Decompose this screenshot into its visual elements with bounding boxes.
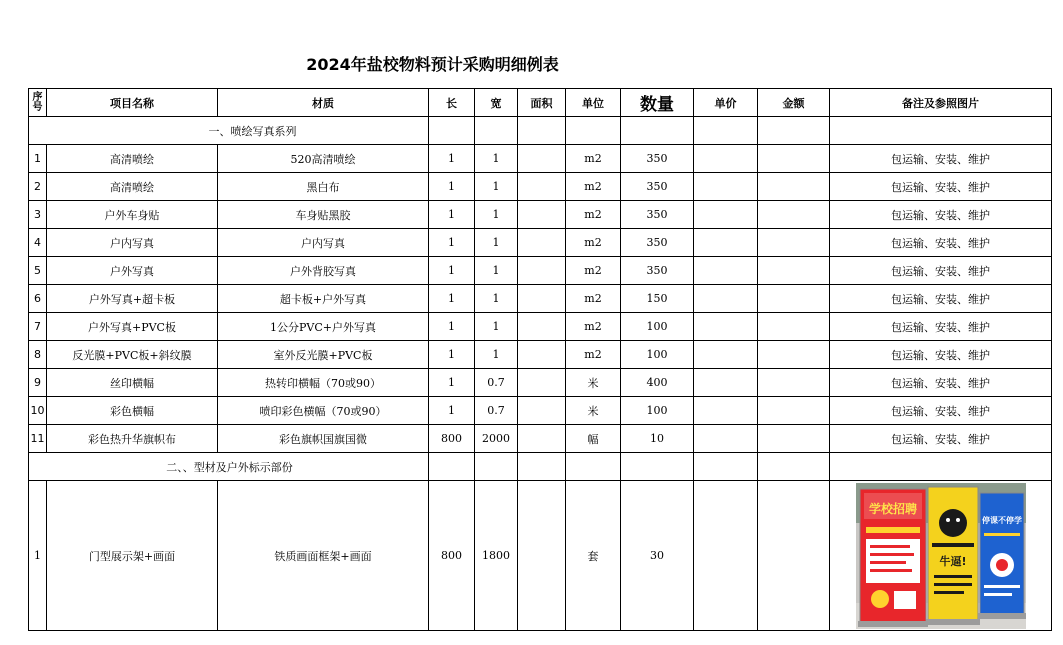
panel3-text: 停课不停学 xyxy=(981,515,1022,525)
section-row xyxy=(29,117,1052,145)
cell-amount xyxy=(758,285,830,313)
cell-width: 0.7 xyxy=(475,397,518,425)
empty-cell xyxy=(621,453,694,481)
header-note: 备注及参照图片 xyxy=(830,89,1052,117)
cell-note: 包运输、安装、维护 xyxy=(830,229,1052,257)
header-material: 材质 xyxy=(218,89,429,117)
cell-price xyxy=(694,229,758,257)
cell-area xyxy=(518,285,566,313)
cell-seq: 1 xyxy=(29,145,47,173)
cell-length: 800 xyxy=(429,481,475,631)
empty-cell xyxy=(475,117,518,145)
cell-price xyxy=(694,341,758,369)
cell-price xyxy=(694,257,758,285)
cell-name: 户外车身贴 xyxy=(47,201,218,229)
cell-price xyxy=(694,425,758,453)
header-unit: 单位 xyxy=(566,89,621,117)
cell-length: 1 xyxy=(429,341,475,369)
cell-seq: 8 xyxy=(29,341,47,369)
cell-name: 高清喷绘 xyxy=(47,173,218,201)
cell-width: 1800 xyxy=(475,481,518,631)
cell-material: 车身贴黑胶 xyxy=(218,201,429,229)
cell-seq: 1 xyxy=(29,481,47,631)
table-row xyxy=(29,201,1052,229)
cell-width: 2000 xyxy=(475,425,518,453)
cell-seq: 3 xyxy=(29,201,47,229)
cell-qty: 350 xyxy=(621,145,694,173)
header-name: 项目名称 xyxy=(47,89,218,117)
table-row xyxy=(29,341,1052,369)
cell-amount xyxy=(758,257,830,285)
cell-note: 包运输、安装、维护 xyxy=(830,257,1052,285)
table-row xyxy=(29,145,1052,173)
cell-note: 包运输、安装、维护 xyxy=(830,369,1052,397)
cell-name: 户内写真 xyxy=(47,229,218,257)
header-width: 宽 xyxy=(475,89,518,117)
cell-qty: 100 xyxy=(621,313,694,341)
cell-length: 1 xyxy=(429,257,475,285)
cell-amount xyxy=(758,425,830,453)
header-qty: 数量 xyxy=(621,89,694,117)
cell-length: 1 xyxy=(429,229,475,257)
cell-unit: m2 xyxy=(566,229,621,257)
cell-length: 1 xyxy=(429,397,475,425)
cell-area xyxy=(518,397,566,425)
cell-area xyxy=(518,313,566,341)
cell-name: 彩色横幅 xyxy=(47,397,218,425)
cell-width: 1 xyxy=(475,257,518,285)
cell-amount xyxy=(758,397,830,425)
cell-material: 热转印横幅（70或90） xyxy=(218,369,429,397)
header-amount: 金额 xyxy=(758,89,830,117)
purchase-table xyxy=(28,88,1052,631)
cell-area xyxy=(518,425,566,453)
section-1-title: 一、喷绘写真系列 xyxy=(29,117,429,145)
cell-width: 1 xyxy=(475,341,518,369)
header-price: 单价 xyxy=(694,89,758,117)
cell-qty: 400 xyxy=(621,369,694,397)
cell-note-photo xyxy=(830,481,1052,631)
panel2-text: 牛逼! xyxy=(938,554,967,568)
table-row xyxy=(29,397,1052,425)
cell-price xyxy=(694,481,758,631)
cell-name: 丝印横幅 xyxy=(47,369,218,397)
cell-length: 1 xyxy=(429,201,475,229)
cell-unit: 幅 xyxy=(566,425,621,453)
cell-price xyxy=(694,397,758,425)
cell-amount xyxy=(758,341,830,369)
cell-seq: 11 xyxy=(29,425,47,453)
table-row xyxy=(29,425,1052,453)
cell-amount xyxy=(758,145,830,173)
cell-price xyxy=(694,313,758,341)
cell-material: 黑白布 xyxy=(218,173,429,201)
cell-area xyxy=(518,341,566,369)
cell-qty: 100 xyxy=(621,341,694,369)
cell-name: 反光膜+PVC板+斜纹膜 xyxy=(47,341,218,369)
cell-unit: m2 xyxy=(566,145,621,173)
cell-name: 彩色热升华旗帜布 xyxy=(47,425,218,453)
cell-area xyxy=(518,369,566,397)
cell-name: 户外写真+PVC板 xyxy=(47,313,218,341)
cell-area xyxy=(518,145,566,173)
cell-note: 包运输、安装、维护 xyxy=(830,341,1052,369)
cell-note: 包运输、安装、维护 xyxy=(830,201,1052,229)
empty-cell xyxy=(429,453,475,481)
page-title: 2024年盐校物料预计采购明细例表 xyxy=(306,55,559,74)
table-row xyxy=(29,257,1052,285)
header-area: 面积 xyxy=(518,89,566,117)
empty-cell xyxy=(758,453,830,481)
cell-material: 喷印彩色横幅（70或90） xyxy=(218,397,429,425)
cell-area xyxy=(518,173,566,201)
empty-cell xyxy=(518,117,566,145)
cell-seq: 9 xyxy=(29,369,47,397)
cell-unit: m2 xyxy=(566,285,621,313)
cell-unit: m2 xyxy=(566,257,621,285)
cell-material: 室外反光膜+PVC板 xyxy=(218,341,429,369)
panel1-text: 学校招聘 xyxy=(868,501,917,516)
table-row xyxy=(29,481,1052,631)
cell-material: 彩色旗帜国旗国微 xyxy=(218,425,429,453)
table-row xyxy=(29,229,1052,257)
cell-length: 1 xyxy=(429,145,475,173)
cell-length: 1 xyxy=(429,173,475,201)
cell-seq: 4 xyxy=(29,229,47,257)
cell-seq: 6 xyxy=(29,285,47,313)
cell-material: 铁质画面框架+画面 xyxy=(218,481,429,631)
cell-width: 1 xyxy=(475,285,518,313)
cell-amount xyxy=(758,313,830,341)
cell-amount xyxy=(758,229,830,257)
cell-material: 1公分PVC+户外写真 xyxy=(218,313,429,341)
empty-cell xyxy=(694,117,758,145)
cell-note: 包运输、安装、维护 xyxy=(830,313,1052,341)
cell-material: 超卡板+户外写真 xyxy=(218,285,429,313)
cell-price xyxy=(694,369,758,397)
cell-width: 0.7 xyxy=(475,369,518,397)
cell-length: 800 xyxy=(429,425,475,453)
cell-material: 户外背胶写真 xyxy=(218,257,429,285)
cell-qty: 350 xyxy=(621,201,694,229)
cell-qty: 350 xyxy=(621,229,694,257)
empty-cell xyxy=(830,117,1052,145)
cell-name: 户外写真 xyxy=(47,257,218,285)
cell-note: 包运输、安装、维护 xyxy=(830,425,1052,453)
cell-name: 高清喷绘 xyxy=(47,145,218,173)
cell-width: 1 xyxy=(475,173,518,201)
empty-cell xyxy=(566,117,621,145)
cell-price xyxy=(694,201,758,229)
cell-width: 1 xyxy=(475,145,518,173)
cell-qty: 350 xyxy=(621,173,694,201)
cell-note: 包运输、安装、维护 xyxy=(830,173,1052,201)
cell-length: 1 xyxy=(429,369,475,397)
cell-qty: 100 xyxy=(621,397,694,425)
cell-note: 包运输、安装、维护 xyxy=(830,397,1052,425)
cell-unit: 米 xyxy=(566,369,621,397)
empty-cell xyxy=(694,453,758,481)
cell-note: 包运输、安装、维护 xyxy=(830,285,1052,313)
banner-stand-photo xyxy=(856,483,1026,629)
cell-seq: 5 xyxy=(29,257,47,285)
empty-cell xyxy=(475,453,518,481)
cell-qty: 150 xyxy=(621,285,694,313)
cell-unit: 套 xyxy=(566,481,621,631)
header-row xyxy=(29,89,1052,117)
cell-amount xyxy=(758,369,830,397)
cell-unit: m2 xyxy=(566,341,621,369)
cell-seq: 10 xyxy=(29,397,47,425)
empty-cell xyxy=(621,117,694,145)
section-row xyxy=(29,453,1052,481)
table-row xyxy=(29,313,1052,341)
empty-cell xyxy=(429,117,475,145)
cell-width: 1 xyxy=(475,229,518,257)
cell-unit: m2 xyxy=(566,201,621,229)
cell-qty: 350 xyxy=(621,257,694,285)
section-2-title: 二、、型材及户外标示部份 xyxy=(29,453,429,481)
section-1-body xyxy=(29,145,1052,453)
cell-width: 1 xyxy=(475,201,518,229)
cell-note: 包运输、安装、维护 xyxy=(830,145,1052,173)
cell-unit: m2 xyxy=(566,313,621,341)
header-length: 长 xyxy=(429,89,475,117)
cell-qty: 30 xyxy=(621,481,694,631)
cell-unit: 米 xyxy=(566,397,621,425)
cell-material: 户内写真 xyxy=(218,229,429,257)
empty-cell xyxy=(830,453,1052,481)
empty-cell xyxy=(566,453,621,481)
cell-amount xyxy=(758,201,830,229)
table-row xyxy=(29,285,1052,313)
cell-unit: m2 xyxy=(566,173,621,201)
table-row xyxy=(29,369,1052,397)
cell-length: 1 xyxy=(429,285,475,313)
cell-area xyxy=(518,257,566,285)
cell-seq: 2 xyxy=(29,173,47,201)
cell-area xyxy=(518,481,566,631)
cell-amount xyxy=(758,481,830,631)
cell-name: 户外写真+超卡板 xyxy=(47,285,218,313)
table-row xyxy=(29,173,1052,201)
cell-price xyxy=(694,145,758,173)
cell-width: 1 xyxy=(475,313,518,341)
cell-seq: 7 xyxy=(29,313,47,341)
cell-name: 门型展示架+画面 xyxy=(47,481,218,631)
cell-price xyxy=(694,173,758,201)
cell-area xyxy=(518,229,566,257)
empty-cell xyxy=(518,453,566,481)
cell-qty: 10 xyxy=(621,425,694,453)
cell-price xyxy=(694,285,758,313)
cell-area xyxy=(518,201,566,229)
cell-material: 520高清喷绘 xyxy=(218,145,429,173)
cell-length: 1 xyxy=(429,313,475,341)
cell-amount xyxy=(758,173,830,201)
header-seq: 序号 xyxy=(29,89,47,117)
empty-cell xyxy=(758,117,830,145)
